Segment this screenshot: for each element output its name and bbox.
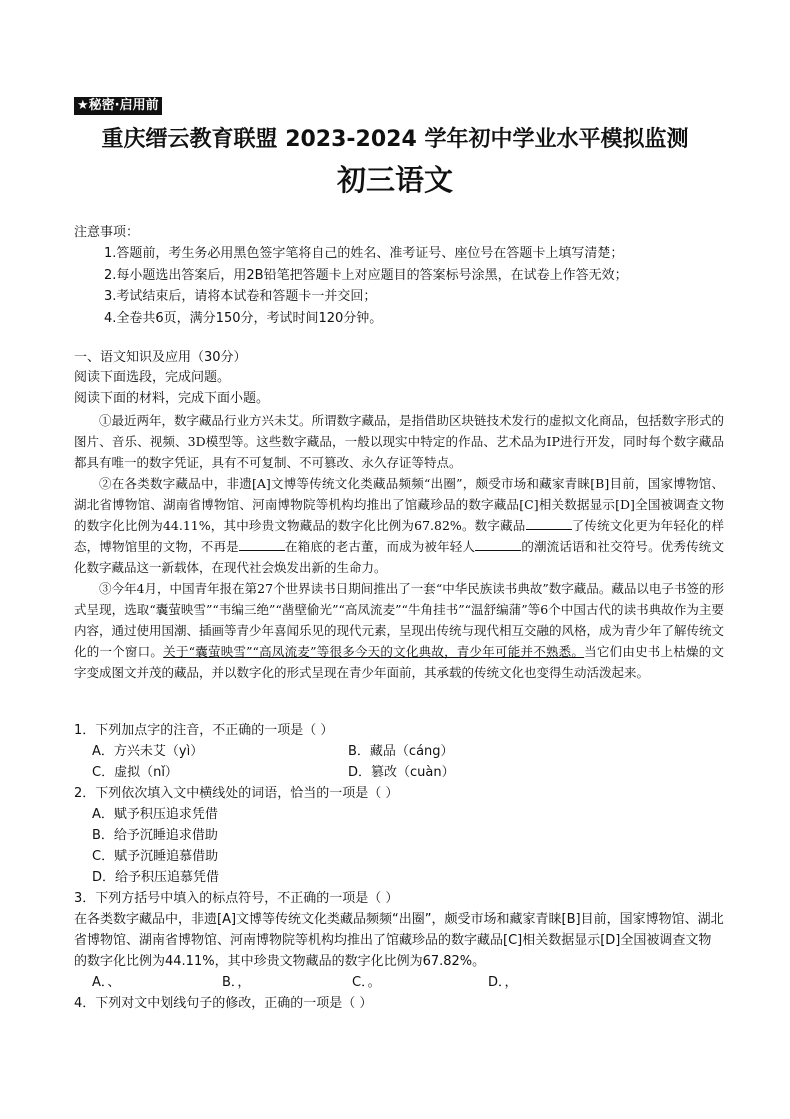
q2-option-a: A．赋予积压追求凭借 xyxy=(92,807,218,822)
reading-passage xyxy=(74,410,724,683)
passage-text: 在箱底的老古董，而成为被年轻人 xyxy=(284,539,476,554)
passage-text: ②在各类数字藏品中，非遗[A]文博等传统文化类藏品频频“出圈”，颇受市场和藏家青睐[B]目前，国家博物馆、湖北省博物馆、湖南省博物馆、河南博物院等机构均推出了馆藏珍品的数字藏品[C]相关数据显示[D]全国被调查文物的数字化比例为44.11%，其中珍贵文物藏品的数字化比例为67.82%。数字藏品 xyxy=(74,476,724,533)
q2-option-d: D．给予积压追慕凭借 xyxy=(92,870,220,885)
question-4-stem: 4．下列对文中划线句子的修改，正确的一项是（ ） xyxy=(74,996,373,1011)
q1-option-a: A．方兴未艾（yì） xyxy=(92,744,204,759)
passage-text: 了传统文化更为年轻化的样态，博物馆里的文物，不再是 xyxy=(74,518,724,554)
underlined-sentence: 关于“囊萤映雪”“高凤流麦”等很多今天的文化典故，青少年可能并不熟悉。 xyxy=(163,644,585,659)
question-2-stem: 2．下列依次填入文中横线处的词语，恰当的一项是（ ） xyxy=(74,786,399,801)
q2-option-c: C．赋予沉睡追慕借助 xyxy=(92,849,219,864)
confidential-label: ★秘密·启用前 xyxy=(74,97,162,115)
notice-item: 2.每小题选出答案后，用2B铅笔把答题卡上对应题目的答案标号涂黑，在试卷上作答无效； xyxy=(104,267,628,283)
q1-option-c: C．虚拟（nǐ） xyxy=(92,765,178,780)
passage-text: 的潮流话语和社交符号。优秀传统文化数字藏品这一新载体，在现代社会焕发出新的生命力。 xyxy=(74,539,724,575)
section-heading: 一、语文知识及应用（30分） xyxy=(74,350,247,365)
notice-item: 3.考试结束后，请将本试卷和答题卡一并交回； xyxy=(104,289,377,304)
question-3-text: 在各类数字藏品中，非遗[A]文博等传统文化类藏品频频“出圈”，颇受市场和藏家青睐[B]目前，国家博物馆、湖北省博物馆、湖南省博物馆、河南博物院等机构均推出了馆藏珍品的数字藏品[C]相关数据显示[D]全国被调查文物的数字化比例为44.11%，其中珍贵文物藏品的数字化比例为67.82%。 xyxy=(74,912,724,969)
passage-paragraph-2 xyxy=(74,473,724,578)
q1-option-d: D．篡改（cuàn） xyxy=(348,765,455,780)
q1-option-b: B．藏品（cáng） xyxy=(348,744,454,759)
q3-option-d: D．， xyxy=(488,975,518,990)
notice-list xyxy=(104,243,628,329)
passage-text: 当它们由史书上枯燥的文字变成图文并茂的藏品，并以数字化的形式呈现在青少年面前，其承载的传统文化也变得生动活泼起来。 xyxy=(74,644,724,680)
fill-blank xyxy=(475,539,521,551)
notice-heading: 注意事项： xyxy=(74,225,140,240)
q2-option-b: B．给予沉睡追求借助 xyxy=(92,828,218,843)
q3-option-c: C．。 xyxy=(352,975,381,990)
passage-text: ③今年4月，中国青年报在第27个世界读书日期间推出了一套“中华民族读书典故”数字藏品。藏品以电子书签的形式呈现，选取“囊萤映雪”“韦编三绝”“凿壁偷光”“高凤流麦”“牛角挂书”“温舒编蒲”等6个中国古代的读书典故作为主要内容，通过使用国潮、插画等青少年喜闻乐见的现代元素，呈现出传统与现代相互交融的风格，成为青少年了解传统文化的一个窗口。 xyxy=(74,581,725,659)
section-instruction-2: 阅读下面的材料，完成下面小题。 xyxy=(74,391,270,406)
notice-item: 4.全卷共6页，满分150分，考试时间120分钟。 xyxy=(104,310,383,326)
question-3-stem: 3．下列方括号中填入的标点符号，不正确的一项是（ ） xyxy=(74,891,399,906)
question-1-stem: 1．下列加点字的注音，不正确的一项是（ ） xyxy=(74,723,334,738)
exam-title: 重庆缙云教育联盟 2023-2024 学年初中学业水平模拟监测 xyxy=(101,127,689,152)
q3-option-a: A．、 xyxy=(92,975,121,990)
q3-option-b: B．， xyxy=(222,975,251,990)
section-instruction-1: 阅读下面选段，完成问题。 xyxy=(74,370,231,385)
fill-blank xyxy=(239,539,285,551)
fill-blank xyxy=(526,518,572,530)
subject-title: 初三语文 xyxy=(336,163,453,197)
passage-paragraph-1: ①最近两年，数字藏品行业方兴未艾。所谓数字藏品，是指借助区块链技术发行的虚拟文化商品，包括数字形式的图片、音乐、视频、3D模型等。这些数字藏品，一般以现实中特定的作品、艺术品为IP进行开发，同时每个数字藏品都具有唯一的数字凭证，具有不可复制、不可篡改、永久存证等特点。 xyxy=(74,413,725,470)
passage-paragraph-3 xyxy=(74,578,724,683)
notice-item: 1.答题前，考生务必用黑色签字笔将自己的姓名、准考证号、座位号在答题卡上填写清楚； xyxy=(104,246,624,261)
